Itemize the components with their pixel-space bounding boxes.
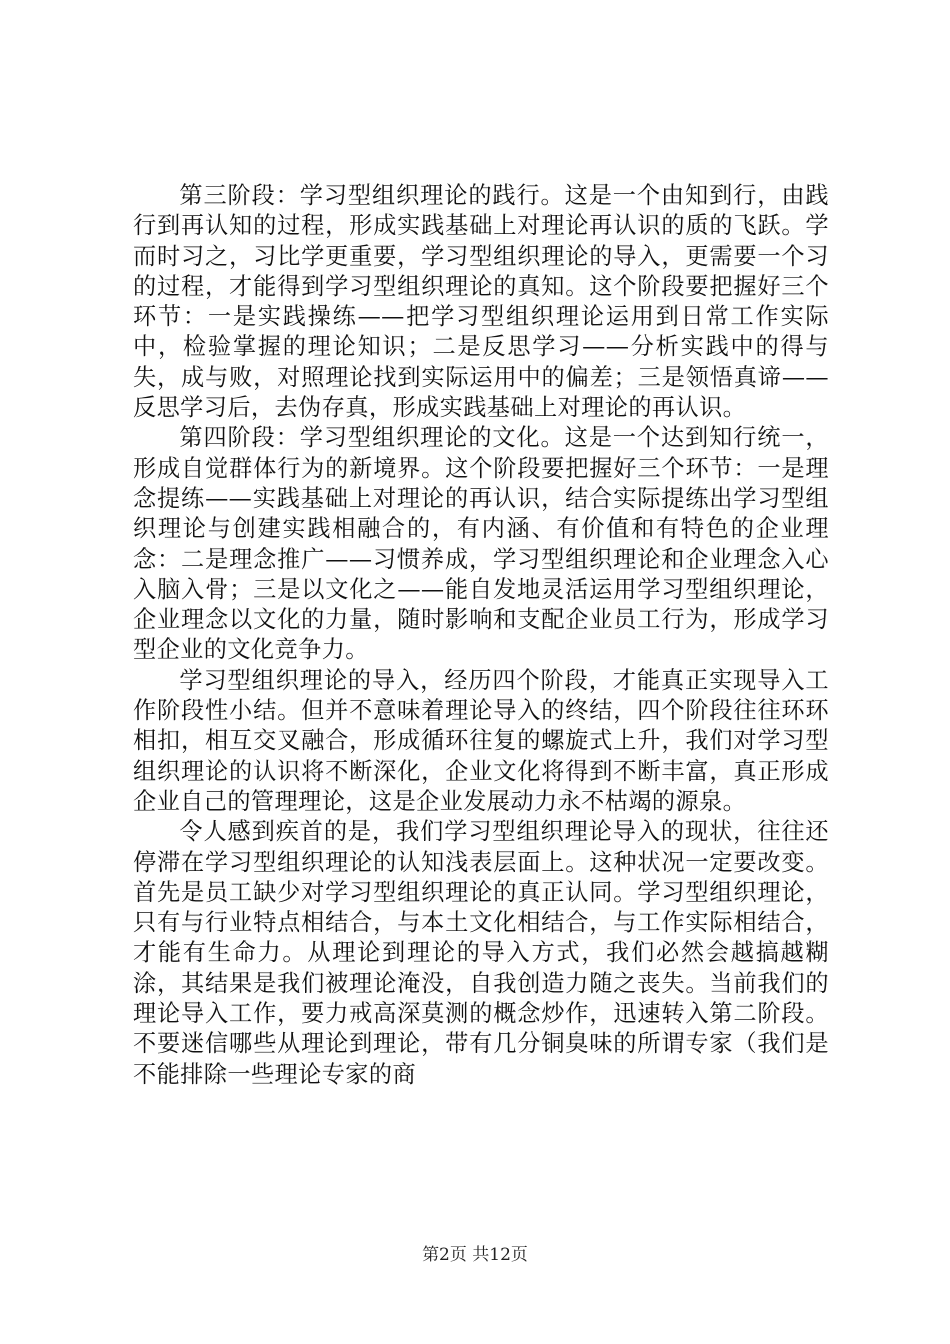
page-number-footer: 第2页 共12页 [422,1245,528,1265]
paragraph-current-status: 令人感到疾首的是，我们学习型组织理论导入的现状，往往还停滞在学习型组织理论的认知浅表层面上。这种状况一定要改变。首先是员工缺少对学习型组织理论的真正认同。学习型组织理论，只有与行业特点相结合，与本土文化相结合，与工作实际相结合，才能有生命力。从理论到理论的导入方式，我们必然会越搞越糊涂，其结果是我们被理论淹没，自我创造力随之丧失。当前我们的理论导入工作，要力戒高深莫测的概念炒作，迅速转入第二阶段。不要迷信哪些从理论到理论，带有几分铜臭味的所谓专家（我们是不能排除一些理论专家的商 [133,818,829,1088]
paragraph-stage-three: 第三阶段：学习型组织理论的践行。这是一个由知到行，由践行到再认知的过程，形成实践基础上对理论再认识的质的飞跃。学而时习之，习比学更重要，学习型组织理论的导入，更需要一个习的过程，才能得到学习型组织理论的真知。这个阶段要把握好三个环节：一是实践操练——把学习型组织理论运用到日常工作实际中，检验掌握的理论知识；二是反思学习——分析实践中的得与失，成与败，对照理论找到实际运用中的偏差；三是领悟真谛——反思学习后，去伪存真，形成实践基础上对理论的再认识。 [133,182,829,422]
paragraph-summary: 学习型组织理论的导入，经历四个阶段，才能真正实现导入工作阶段性小结。但并不意味着理论导入的终结，四个阶段往往环环相扣，相互交叉融合，形成循环往复的螺旋式上升，我们对学习型组织理论的认识将不断深化，企业文化将得到不断丰富，真正形成企业自己的管理理论，这是企业发展动力永不枯竭的源泉。 [133,666,829,815]
paragraph-stage-four: 第四阶段：学习型组织理论的文化。这是一个达到知行统一，形成自觉群体行为的新境界。这个阶段要把握好三个环节：一是理念提练——实践基础上对理论的再认识，结合实际提练出学习型组织理论与创建实践相融合的，有内涵、有价值和有特色的企业理念：二是理念推广——习惯养成，学习型组织理论和企业理念入心入脑入骨；三是以文化之——能自发地灵活运用学习型组织理论，企业理念以文化的力量，随时影响和支配企业员工行为，形成学习型企业的文化竞争力。 [133,424,829,664]
document-body [133,181,829,1090]
